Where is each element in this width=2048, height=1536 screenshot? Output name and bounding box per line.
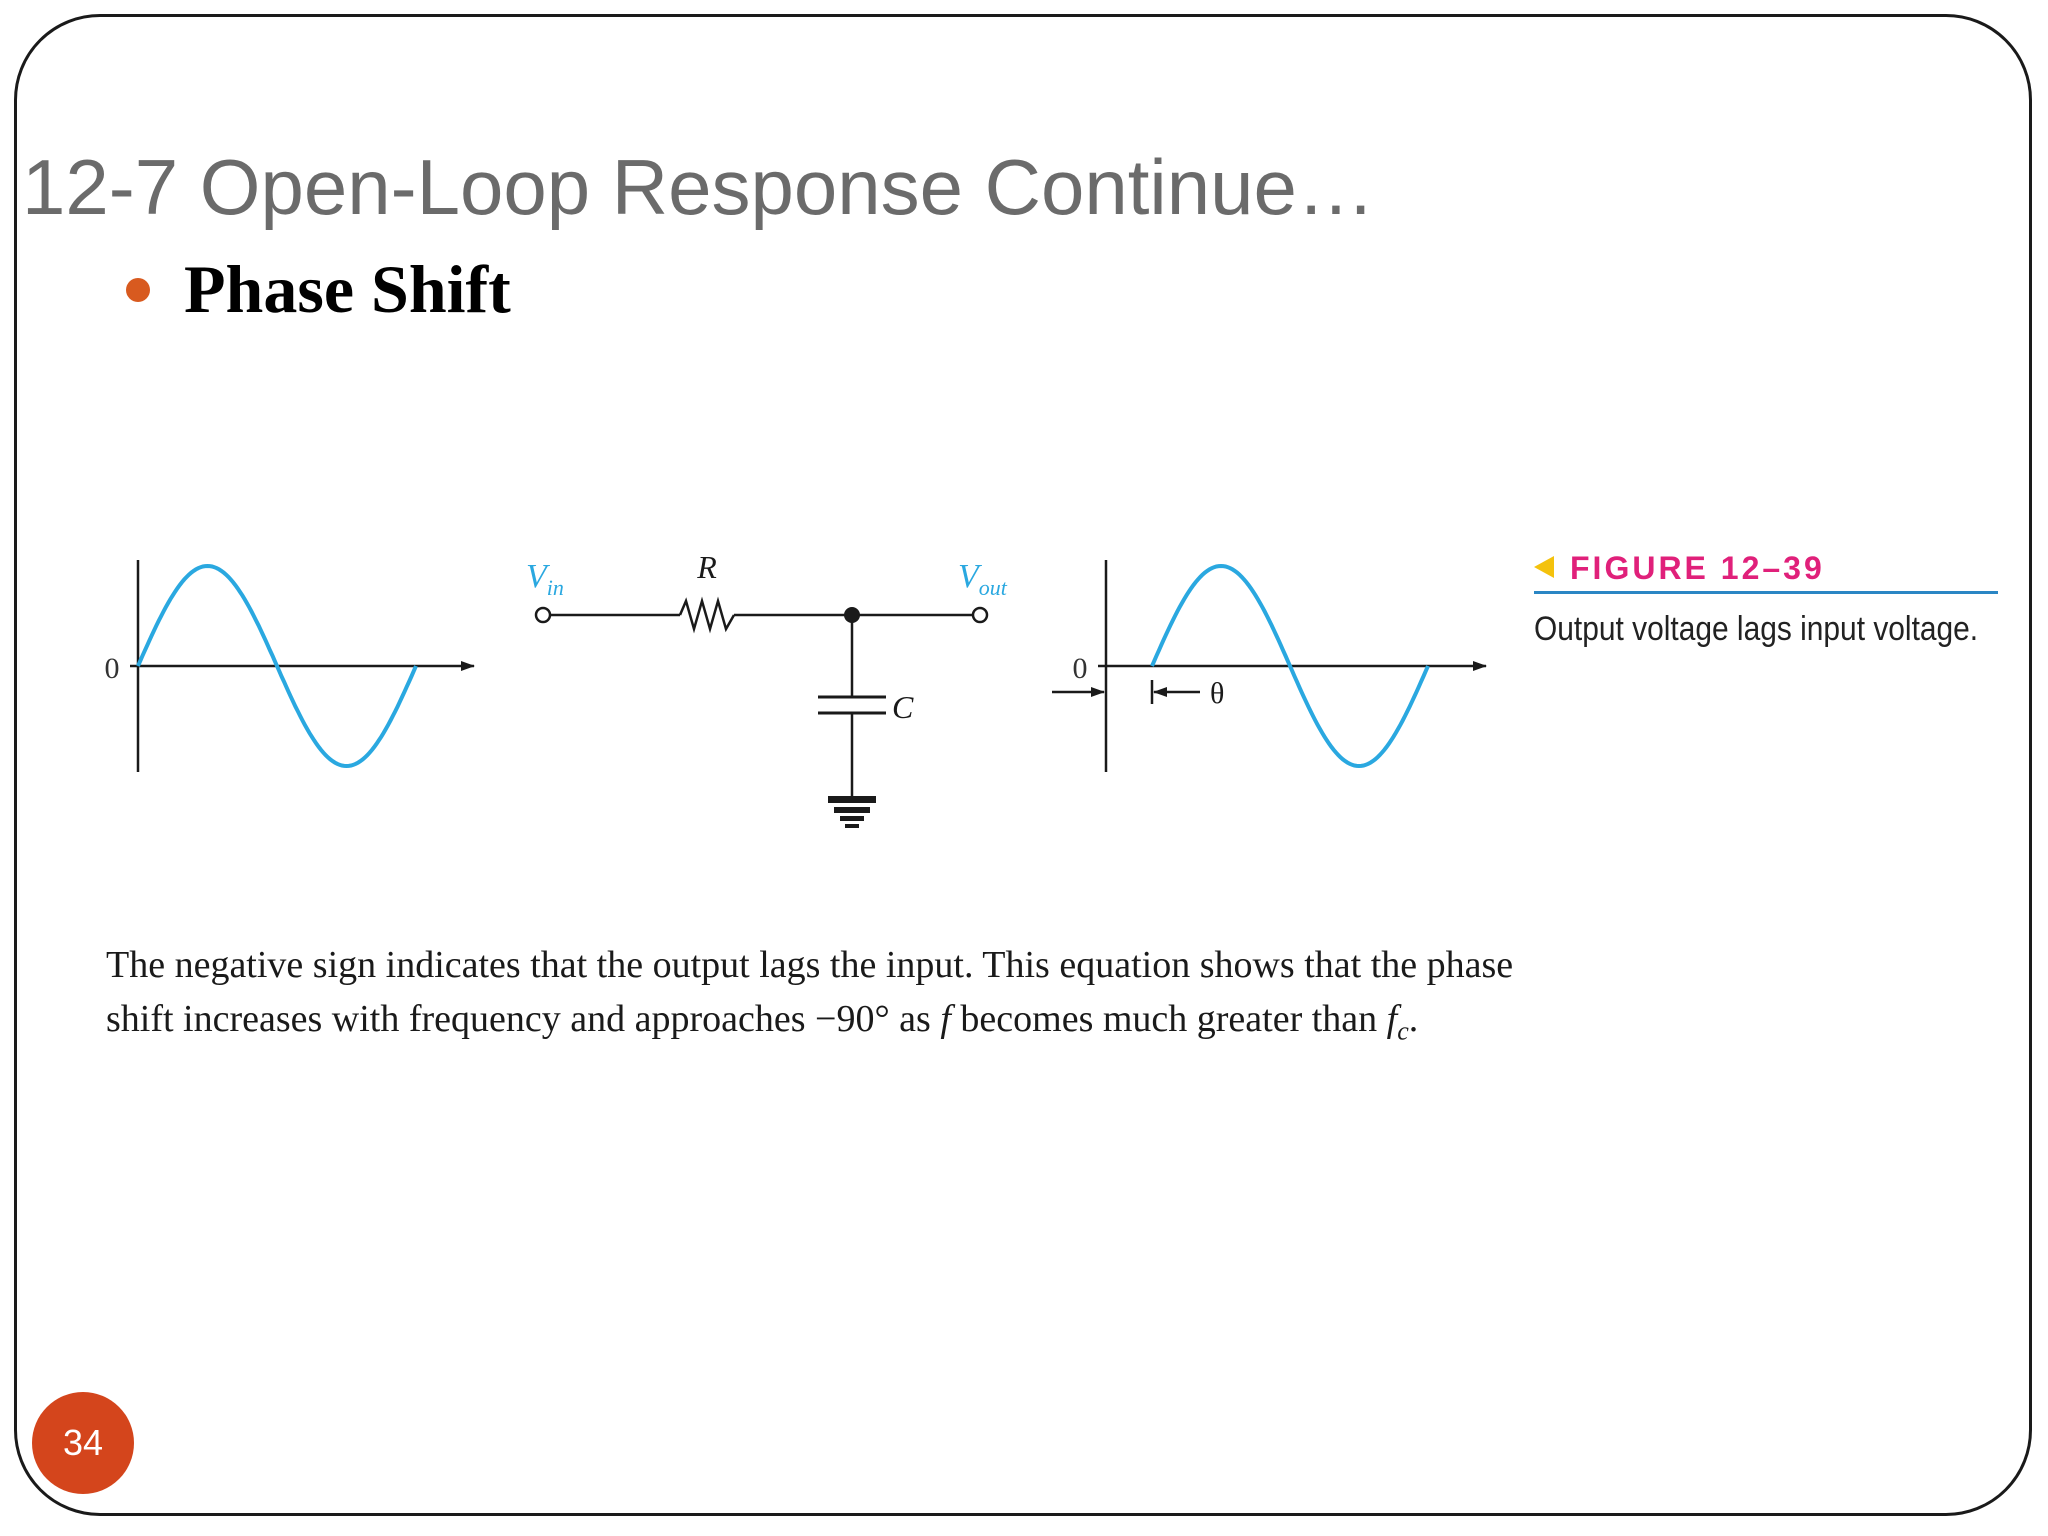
vin-terminal [536,608,550,622]
ground-icon [828,796,876,828]
resistor-label: R [697,549,717,585]
phase-theta-label: θ [1210,677,1225,710]
figure-label: FIGURE 12–39 [1570,550,1825,586]
vout-label: $V_{out}$ [958,558,1007,600]
slide-title: 12-7 Open-Loop Response Continue… [22,143,1375,231]
bullet-text: Phase Shift [184,251,511,327]
vin-label: $V_{in}$ [526,558,564,600]
capacitor-label: C [892,689,914,725]
rc-circuit [526,549,1008,828]
output-waveform-graph [1052,560,1486,772]
resistor-symbol [680,601,734,629]
figure-pointer-icon [1534,556,1554,578]
input-zero-label: 0 [104,652,120,685]
figure-caption: Output voltage lags input voltage. [1534,610,1979,648]
paragraph-line-1: The negative sign indicates that the output lags the input. This equation shows that the phase [106,944,1514,986]
page-number-badge: 34 [32,1392,134,1494]
input-waveform-graph [105,560,475,772]
explanation-paragraph [106,938,1546,1059]
output-zero-label: 0 [1072,652,1088,685]
caption-divider [1534,591,1998,594]
vout-terminal [973,608,987,622]
paragraph-line-2: shift increases with frequency and approaches −90° as f becomes much greater than $f_c$. [106,998,1419,1046]
